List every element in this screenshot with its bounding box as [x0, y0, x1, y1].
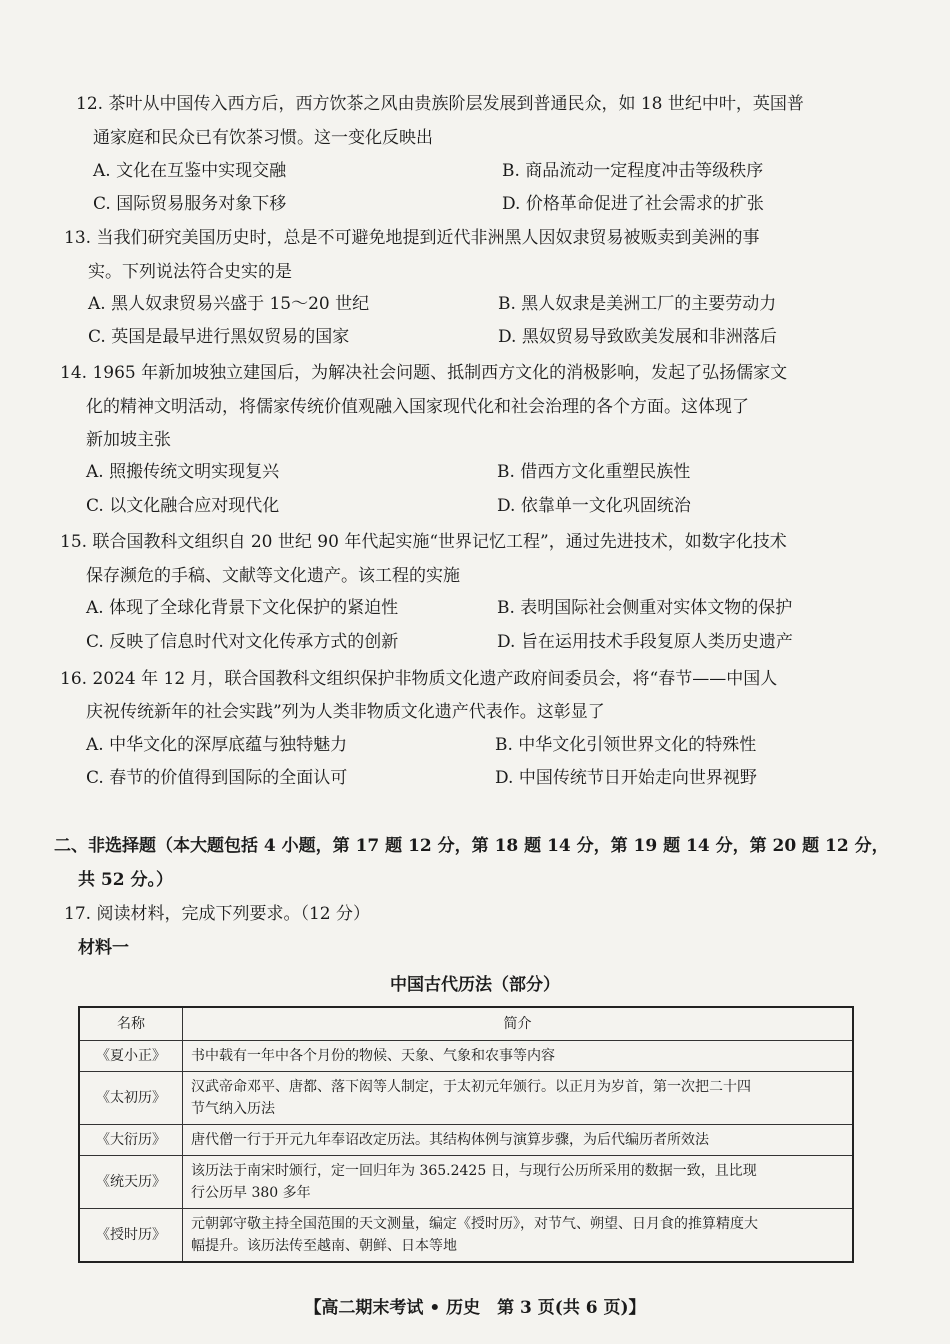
question-12-line-1: 12. 茶叶从中国传入西方后，西方饮茶之风由贵族阶层发展到普通民众，如 18 世纪中叶，英国普: [76, 94, 804, 114]
question-15-option-c: C. 反映了信息时代对文化传承方式的创新: [86, 632, 399, 652]
calendar-description: [183, 1209, 854, 1263]
table-row: [79, 1041, 853, 1072]
question-16-option-a: A. 中华文化的深厚底蕴与独特魅力: [86, 735, 348, 755]
question-13-option-d: D. 黑奴贸易导致欧美发展和非洲落后: [498, 327, 777, 347]
section-2-heading-line-2: 共 52 分。）: [78, 870, 173, 890]
description-line: 书中载有一年中各个月份的物候、天象、气象和农事等内容: [191, 1048, 555, 1064]
calendar-table: [78, 1006, 854, 1263]
question-14-option-b: B. 借西方文化重塑民族性: [497, 462, 691, 482]
calendar-name: 《统天历》: [79, 1156, 183, 1209]
calendar-description: [183, 1156, 854, 1209]
question-15-line-2: 保存濒危的手稿、文献等文化遗产。该工程的实施: [86, 566, 460, 586]
question-15-option-d: D. 旨在运用技术手段复原人类历史遗产: [497, 632, 793, 652]
question-14-option-a: A. 照搬传统文明实现复兴: [86, 462, 280, 482]
question-12-line-2: 通家庭和民众已有饮茶习惯。这一变化反映出: [93, 128, 433, 148]
question-14-option-c: C. 以文化融合应对现代化: [86, 496, 280, 516]
calendar-description: [183, 1041, 854, 1072]
question-13-option-c: C. 英国是最早进行黑奴贸易的国家: [88, 327, 350, 347]
question-13-line-1: 13. 当我们研究美国历史时，总是不可避免地提到近代非洲黑人因奴隶贸易被贩卖到美洲的事: [64, 228, 760, 248]
calendar-name: 《授时历》: [79, 1209, 183, 1263]
description-line: 节气纳入历法: [191, 1101, 275, 1117]
description-line: 行公历早 380 多年: [191, 1185, 311, 1201]
question-16-line-1: 16. 2024 年 12 月，联合国教科文组织保护非物质文化遗产政府间委员会，将“春节——中国人: [60, 669, 778, 689]
description-line: 元朝郭守敬主持全国范围的天文测量，编定《授时历》，对节气、朔望、日月食的推算精度大: [191, 1216, 758, 1232]
calendar-name: 《太初历》: [79, 1072, 183, 1125]
question-14-line-1: 14. 1965 年新加坡独立建国后，为解决社会问题、抵制西方文化的消极影响，发起了弘扬儒家文: [60, 363, 788, 383]
description-line: 汉武帝命邓平、唐都、落下闳等人制定，于太初元年颁行。以正月为岁首，第一次把二十四: [191, 1079, 751, 1095]
question-16-line-2: 庆祝传统新年的社会实践”列为人类非物质文化遗产代表作。这彰显了: [86, 702, 605, 722]
table-row: [79, 1156, 853, 1209]
question-13-option-a: A. 黑人奴隶贸易兴盛于 15～20 世纪: [88, 294, 370, 314]
question-15-option-a: A. 体现了全球化背景下文化保护的紧迫性: [86, 598, 399, 618]
material-label: 材料一: [78, 938, 129, 958]
question-16-option-c: C. 春节的价值得到国际的全面认可: [86, 768, 348, 788]
table-header-row: [79, 1007, 853, 1041]
description-line: 该历法于南宋时颁行，定一回归年为 365.2425 日，与现行公历所采用的数据一致，且比现: [191, 1163, 757, 1179]
description-line: 幅提升。该历法传至越南、朝鲜、日本等地: [191, 1238, 457, 1254]
table-row: [79, 1072, 853, 1125]
page-footer: 【高二期末考试 • 历史 第 3 页(共 6 页)】: [304, 1298, 646, 1318]
question-12-option-b: B. 商品流动一定程度冲击等级秩序: [502, 161, 764, 181]
description-line: 唐代僧一行于开元九年奉诏改定历法。其结构体例与演算步骤，为后代编历者所效法: [191, 1132, 709, 1148]
calendar-name: 《夏小正》: [79, 1041, 183, 1072]
question-14-option-d: D. 依靠单一文化巩固统治: [497, 496, 691, 516]
question-14-line-2: 化的精神文明活动，将儒家传统价值观融入国家现代化和社会治理的各个方面。这体现了: [86, 397, 749, 417]
section-2-heading-line-1: 二、非选择题（本大题包括 4 小题，第 17 题 12 分，第 18 题 14 分，第 19 题 14 分，第 20 题 12 分，: [54, 836, 889, 856]
table-row: [79, 1209, 853, 1263]
calendar-description: [183, 1125, 854, 1156]
question-15-line-1: 15. 联合国教科文组织自 20 世纪 90 年代起实施“世界记忆工程”，通过先进技术，如数字化技术: [60, 532, 787, 552]
question-12-option-c: C. 国际贸易服务对象下移: [93, 194, 287, 214]
table-title: 中国古代历法（部分）: [390, 975, 560, 995]
calendar-description: [183, 1072, 854, 1125]
question-13-option-b: B. 黑人奴隶是美洲工厂的主要劳动力: [498, 294, 777, 314]
question-15-option-b: B. 表明国际社会侧重对实体文物的保护: [497, 598, 793, 618]
question-16-option-d: D. 中国传统节日开始走向世界视野: [495, 768, 757, 788]
question-16-option-b: B. 中华文化引领世界文化的特殊性: [495, 735, 757, 755]
question-17-prompt: 17. 阅读材料，完成下列要求。（12 分）: [64, 904, 370, 924]
question-12-option-a: A. 文化在互鉴中实现交融: [93, 161, 287, 181]
question-12-option-d: D. 价格革命促进了社会需求的扩张: [502, 194, 764, 214]
calendar-name: 《大衍历》: [79, 1125, 183, 1156]
table-row: [79, 1125, 853, 1156]
table-header-description: 简介: [183, 1007, 854, 1041]
question-13-line-2: 实。下列说法符合史实的是: [88, 262, 292, 282]
table-header-name: 名称: [79, 1007, 183, 1041]
question-14-line-3: 新加坡主张: [86, 430, 171, 450]
